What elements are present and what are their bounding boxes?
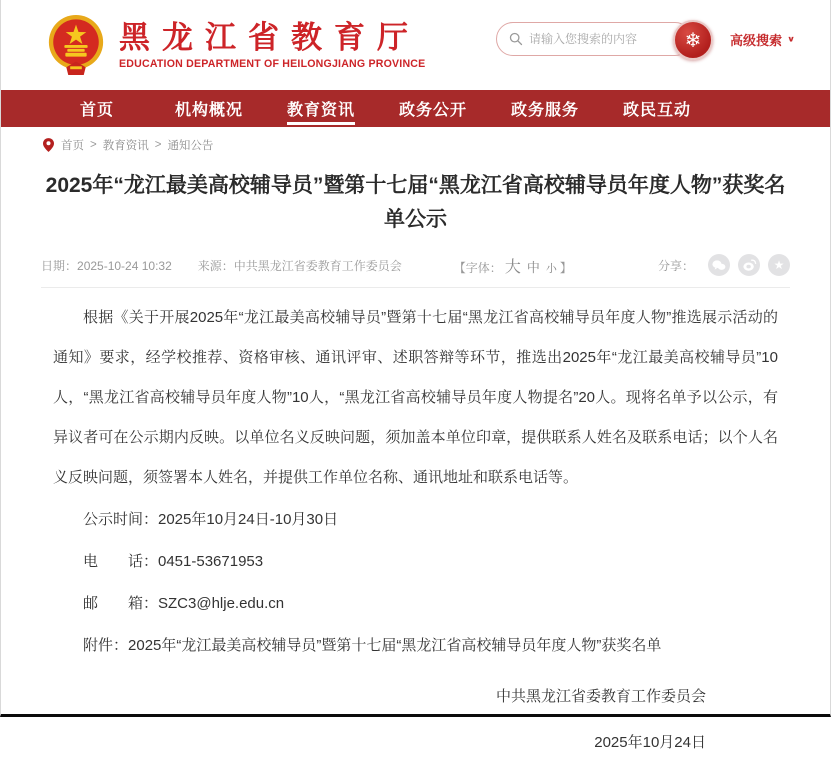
star-icon: ★ — [773, 258, 785, 272]
advanced-search-link[interactable] — [730, 30, 795, 49]
nav-item-education-news[interactable]: 教育资讯 — [265, 90, 377, 127]
nav-item-overview[interactable]: 机构概况 — [174, 102, 243, 119]
font-size-medium-button[interactable]: 中 — [526, 259, 540, 275]
wechat-icon — [712, 260, 726, 271]
article-date: 日期：2025-10-24 10:32 — [41, 258, 172, 273]
share-label: 分享： — [657, 258, 694, 273]
attachment-label: 附件： — [83, 637, 129, 654]
site-logo[interactable] — [45, 13, 425, 77]
site-title-en: EDUCATION DEPARTMENT OF HEILONGJIANG PROVINCE — [119, 57, 426, 70]
attachment-line — [53, 626, 778, 666]
search-icon — [509, 32, 523, 46]
breadcrumb-education-news[interactable]: 教育资讯 — [102, 140, 149, 152]
article-source: 来源：中共黑龙江省委教育工作委员会 — [197, 258, 402, 273]
font-size-control — [454, 254, 572, 277]
breadcrumb-separator: > — [154, 139, 162, 151]
share-bar — [658, 254, 790, 276]
breadcrumb-notices[interactable]: 通知公告 — [167, 140, 214, 152]
site-title-block — [119, 21, 425, 70]
nav-item-public-interaction[interactable]: 政民互动 — [622, 102, 691, 119]
search-box[interactable] — [496, 22, 702, 56]
attachment-link[interactable]: 2025年“龙江最美高校辅导员”暨第十七届“黑龙江省高校辅导员年度人物”获奖名单 — [128, 637, 662, 654]
font-size-large-button[interactable]: 大 — [504, 258, 521, 276]
email-line: 邮 箱：SZC3@hlje.edu.cn — [83, 595, 285, 612]
search-submit-button[interactable] — [673, 20, 713, 60]
font-bracket-open: 【字体： — [453, 260, 502, 275]
breadcrumb-home[interactable]: 首页 — [61, 140, 84, 152]
article-paragraph: 根据《关于开展2025年“龙江最美高校辅导员”暨第十七届“黑龙江省高校辅导员年度人物”推选展示活动的通知》要求，经学校推荐、资格审核、通讯评审、述职答辩等环节，推选出2025年“龙江最美高校辅导员”10人，“黑龙江省高校辅导员年度人物”10人，“黑龙江省高校辅导员年度人物提名”20人。现将名单予以公示，有异议者可在公示期内反映。以单位名义反映问题，须加盖本单位印章，提供联系人姓名及联系电话；以个人名义反映问题，须签署本人姓名，并提供工作单位名称、通讯地址和联系电话等。 — [53, 309, 778, 486]
search-input[interactable] — [529, 32, 649, 46]
national-emblem-icon — [45, 13, 107, 77]
signature-org: 中共黑龙江省委教育工作委员会 — [495, 688, 706, 705]
location-pin-icon — [43, 138, 54, 152]
chevron-down-icon: ∨ — [787, 34, 796, 44]
font-size-small-button[interactable]: 小 — [545, 262, 557, 275]
signature-block — [53, 666, 778, 758]
nav-item-gov-services[interactable]: 政务服务 — [510, 102, 579, 119]
publicity-period-line: 公示时间：2025年10月24日-10月30日 — [83, 511, 339, 528]
breadcrumb — [1, 127, 830, 159]
weibo-icon — [743, 259, 756, 271]
advanced-search-label: 高级搜索 — [730, 32, 783, 48]
article-body — [1, 288, 830, 758]
search-area — [496, 22, 795, 56]
share-wechat-button[interactable] — [708, 254, 730, 276]
nav-item-gov-disclosure[interactable]: 政务公开 — [398, 102, 467, 119]
nav-item-home[interactable]: 首页 — [79, 102, 114, 119]
snowflake-icon: ❄ — [684, 29, 702, 52]
phone-line: 电 话：0451-53671953 — [83, 553, 264, 570]
site-header — [1, 0, 830, 90]
share-favorite-button[interactable] — [768, 254, 790, 276]
page-title: 2025年“龙江最美高校辅导员”暨第十七届“黑龙江省高校辅导员年度人物”获奖名单公示 — [45, 174, 786, 231]
breadcrumb-separator: > — [90, 139, 97, 151]
share-weibo-button[interactable] — [738, 254, 760, 276]
article-meta — [41, 253, 790, 277]
site-title-cn: 黑龙江省教育厅 — [119, 19, 420, 55]
font-bracket-close: 】 — [559, 260, 572, 275]
main-nav — [1, 90, 830, 127]
signature-date: 2025年10月24日 — [594, 734, 706, 751]
